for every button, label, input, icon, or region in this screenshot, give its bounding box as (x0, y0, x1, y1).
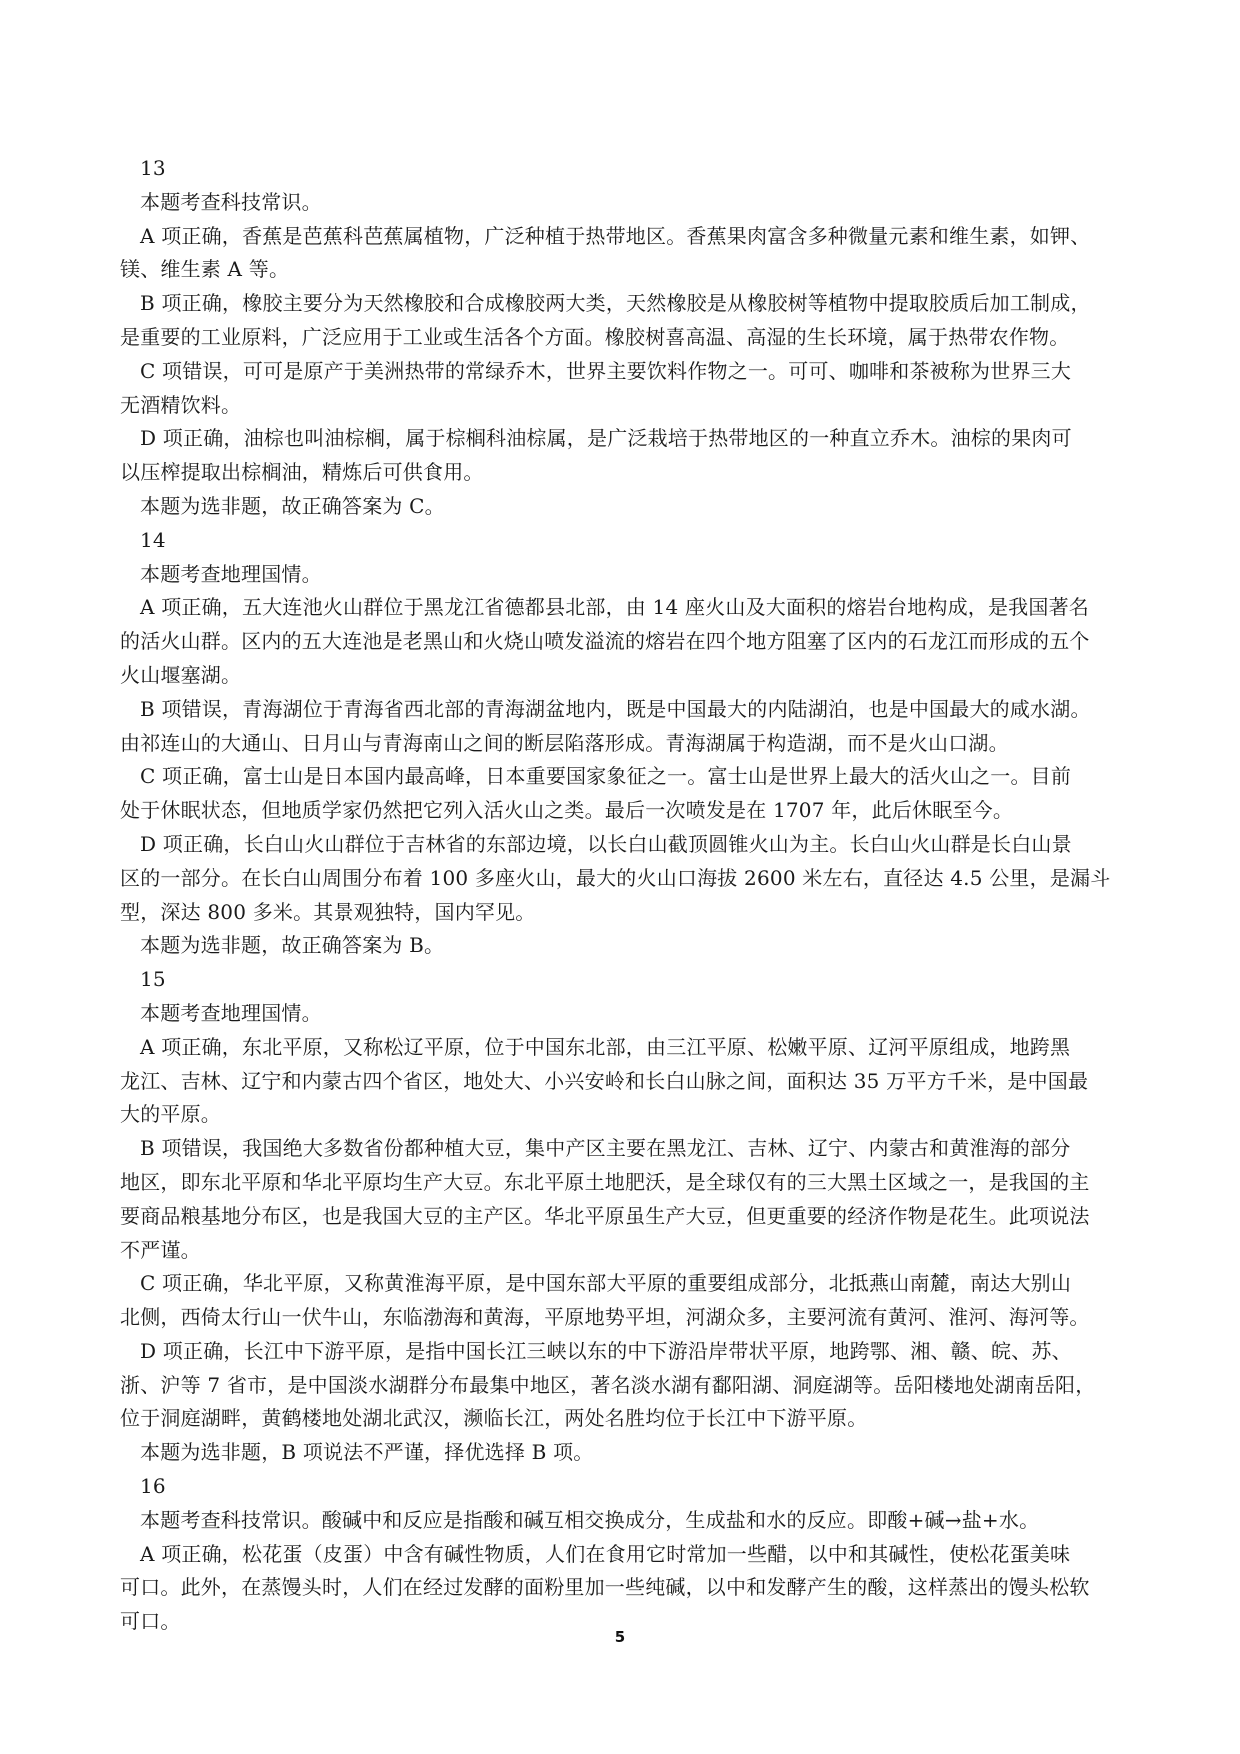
option-a-line: A 项正确，五大连池火山群位于黑龙江省德都县北部，由 14 座火山及大面积的熔岩台地构成，是我国著名 (140, 595, 1089, 620)
question-number: 13 (140, 156, 166, 180)
option-d-cont: 位于洞庭湖畔，黄鹤楼地处湖北武汉，濒临长江，两处名胜均位于长江中下游平原。 (120, 1406, 868, 1431)
option-b-cont: 由祁连山的大通山、日月山与青海南山之间的断层陷落形成。青海湖属于构造湖，而不是火山口湖。 (120, 730, 1009, 755)
option-d-cont: 以压榨提取出棕榈油，精炼后可供食用。 (120, 460, 484, 485)
answer-line: 本题为选非题，故正确答案为 B。 (140, 933, 445, 958)
option-d-cont: 区的一部分。在长白山周围分布着 100 多座火山，最大的火山口海拔 2600 米左右，直径达 4.5 公里，是漏斗 (120, 865, 1111, 890)
option-d-line: D 项正确，长白山火山群位于吉林省的东部边境，以长白山截顶圆锥火山为主。长白山火山群是长白山景 (140, 831, 1072, 856)
option-b-cont: 地区，即东北平原和华北平原均生产大豆。东北平原土地肥沃，是全球仅有的三大黑土区域之一，是我国的主 (120, 1169, 1090, 1194)
option-c-cont: 处于休眠状态，但地质学家仍然把它列入活火山之类。最后一次喷发是在 1707 年，此后休眠至今。 (120, 798, 1014, 823)
option-a-cont: 可口。此外，在蒸馒头时，人们在经过发酵的面粉里加一些纯碱，以中和发酵产生的酸，这样蒸出的馒头松软 (120, 1575, 1090, 1600)
option-a-cont: 的活火山群。区内的五大连池是老黑山和火烧山喷发溢流的熔岩在四个地方阻塞了区内的石龙江而形成的五个 (120, 629, 1090, 654)
option-b-line: B 项正确，橡胶主要分为天然橡胶和合成橡胶两大类，天然橡胶是从橡胶树等植物中提取胶质后加工制成， (140, 291, 1091, 316)
option-a-cont: 可口。 (120, 1609, 181, 1634)
option-a-cont: 大的平原。 (120, 1102, 221, 1127)
document-body (120, 152, 1146, 1639)
option-a-line: A 项正确，香蕉是芭蕉科芭蕉属植物，广泛种植于热带地区。香蕉果肉富含多种微量元素和维生素，如钾、 (140, 223, 1091, 248)
topic-line: 本题考查科技常识。酸碱中和反应是指酸和碱互相交换成分，生成盐和水的反应。即酸+碱→盐+水。 (140, 1507, 1040, 1532)
option-d-cont: 型，深达 800 多米。其景观独特，国内罕见。 (120, 899, 536, 924)
topic-line: 本题考查地理国情。 (140, 1000, 322, 1025)
option-b-line: B 项错误，青海湖位于青海省西北部的青海湖盆地内，既是中国最大的内陆湖泊，也是中国最大的咸水湖。 (140, 696, 1091, 721)
answer-line: 本题为选非题，B 项说法不严谨，择优选择 B 项。 (140, 1440, 594, 1465)
topic-line: 本题考查地理国情。 (140, 561, 322, 586)
question-15 (120, 963, 1146, 1470)
option-d-line: D 项正确，油棕也叫油棕榈，属于棕榈科油棕属，是广泛栽培于热带地区的一种直立乔木。油棕的果肉可 (140, 426, 1072, 451)
option-c-line: C 项正确，华北平原，又称黄淮海平原，是中国东部大平原的重要组成部分，北抵燕山南麓，南达大别山 (140, 1271, 1072, 1296)
option-b-line: B 项错误，我国绝大多数省份都种植大豆，集中产区主要在黑龙江、吉林、辽宁、内蒙古和黄淮海的部分 (140, 1136, 1071, 1161)
question-16 (120, 1470, 1146, 1639)
option-a-cont: 镁、维生素 A 等。 (120, 257, 290, 282)
option-d-line: D 项正确，长江中下游平原，是指中国长江三峡以东的中下游沿岸带状平原，地跨鄂、湘、赣、皖、苏、 (140, 1338, 1072, 1363)
question-13 (120, 152, 1146, 524)
option-a-line: A 项正确，松花蛋（皮蛋）中含有碱性物质，人们在食用它时常加一些醋，以中和其碱性，使松花蛋美味 (140, 1541, 1071, 1566)
option-c-line: C 项正确，富士山是日本国内最高峰，日本重要国家象征之一。富士山是世界上最大的活火山之一。目前 (140, 764, 1072, 789)
question-number: 16 (140, 1474, 166, 1499)
question-14 (120, 524, 1146, 963)
option-c-cont: 无酒精饮料。 (120, 392, 242, 417)
question-number: 14 (140, 527, 166, 552)
option-c-line: C 项错误，可可是原产于美洲热带的常绿乔木，世界主要饮料作物之一。可可、咖啡和茶被称为世界三大 (140, 358, 1072, 383)
option-b-cont: 是重要的工业原料，广泛应用于工业或生活各个方面。橡胶树喜高温、高湿的生长环境，属于热带农作物。 (120, 324, 1070, 349)
option-a-cont: 龙江、吉林、辽宁和内蒙古四个省区，地处大、小兴安岭和长白山脉之间，面积达 35 万平方千米，是中国最 (120, 1068, 1089, 1093)
topic-line: 本题考查科技常识。 (140, 189, 322, 214)
answer-line: 本题为选非题，故正确答案为 C。 (140, 493, 445, 518)
option-d-cont: 浙、沪等 7 省市，是中国淡水湖群分布最集中地区，著名淡水湖有鄱阳湖、洞庭湖等。岳阳楼地处湖南岳阳， (120, 1372, 1096, 1397)
option-a-line: A 项正确，东北平原，又称松辽平原，位于中国东北部，由三江平原、松嫩平原、辽河平原组成，地跨黑 (140, 1034, 1071, 1059)
option-a-cont: 火山堰塞湖。 (120, 662, 242, 687)
option-b-cont: 要商品粮基地分布区，也是我国大豆的主产区。华北平原虽生产大豆，但更重要的经济作物是花生。此项说法 (120, 1203, 1090, 1228)
option-c-cont: 北侧，西倚太行山一伏牛山，东临渤海和黄海，平原地势平坦，河湖众多，主要河流有黄河、淮河、海河等。 (120, 1305, 1090, 1330)
option-b-cont: 不严谨。 (120, 1237, 201, 1262)
page-number: 5 (614, 1628, 626, 1646)
question-number: 15 (140, 967, 166, 992)
